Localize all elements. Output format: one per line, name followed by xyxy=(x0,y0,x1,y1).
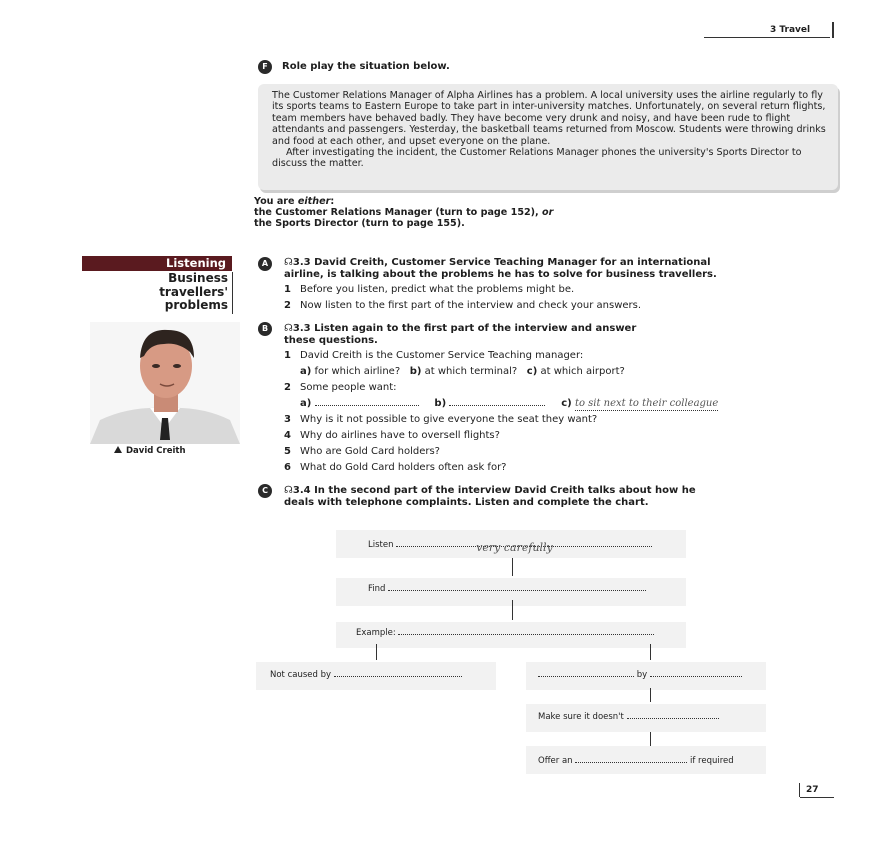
section-f-bullet: F xyxy=(258,60,272,74)
role-1: the Customer Relations Manager (turn to page 152), or xyxy=(254,207,554,218)
chart-make-sure: Make sure it doesn't xyxy=(538,712,719,722)
question-3: 3 Why is it not possible to give everyone the seat they want? xyxy=(284,414,598,425)
header-bar xyxy=(832,22,834,38)
section-a-heading-2: airline, is talking about the problems he has to solve for business travellers. xyxy=(284,269,717,280)
section-c-bullet: C xyxy=(258,484,272,498)
chart-listen-answer: very carefully xyxy=(476,541,553,554)
chart-listen: Listen very carefully xyxy=(368,540,652,550)
question-1-options: a) for which airline? b) at which terminal? c) at which airport? xyxy=(300,366,625,377)
question-6: 6 What do Gold Card holders often ask for? xyxy=(284,462,507,473)
situation-paragraph-2: After investigating the incident, the Customer Relations Manager phones the university's Sports Director to discuss the matter. xyxy=(272,147,802,170)
listening-tag: Listening xyxy=(82,256,232,271)
section-b-bullet: B xyxy=(258,322,272,336)
headphones-icon: ☊ xyxy=(284,323,293,334)
chart-offer: Offer an if required xyxy=(538,756,734,766)
chart-connector xyxy=(512,558,513,576)
question-1: 1 David Creith is the Customer Service Teaching manager: xyxy=(284,350,584,361)
chart-not-caused: Not caused by xyxy=(270,670,462,680)
role-2: the Sports Director (turn to page 155). xyxy=(254,218,465,229)
roles-intro: You are either: xyxy=(254,196,335,207)
page-number-rule xyxy=(800,797,834,798)
chart-connector xyxy=(650,732,651,746)
section-b-heading: ☊3.3 Listen again to the first part of the interview and answer xyxy=(284,323,637,334)
chart-connector xyxy=(650,688,651,702)
headphones-icon: ☊ xyxy=(284,257,293,268)
section-a-heading: ☊3.3 David Creith, Customer Service Teaching Manager for an international xyxy=(284,257,711,268)
question-2-options: a) b) c) to sit next to their colleague xyxy=(300,398,719,409)
headphones-icon: ☊ xyxy=(284,485,293,496)
sidebar-title: Business travellers' problems xyxy=(159,271,228,312)
section-a-bullet: A xyxy=(258,257,272,271)
question-2: 2 Some people want: xyxy=(284,382,397,393)
chapter-header: 3 Travel xyxy=(770,25,811,35)
question-5: 5 Who are Gold Card holders? xyxy=(284,446,440,457)
chart-connector xyxy=(512,600,513,620)
chart-connector xyxy=(376,644,377,660)
situation-box xyxy=(258,84,838,190)
chart-find: Find xyxy=(368,584,646,594)
answer-blank-b xyxy=(449,405,545,406)
chart-by: by xyxy=(538,670,742,680)
page-number-bar xyxy=(799,783,800,797)
page-number: 27 xyxy=(806,785,819,795)
chart-example: Example: xyxy=(356,628,654,638)
sidebar-rule xyxy=(232,272,233,314)
answer-c-handwritten: to sit next to their colleague xyxy=(574,398,719,409)
section-f-title: Role play the situation below. xyxy=(282,61,450,72)
chart-connector xyxy=(650,644,651,660)
situation-paragraph-1: The Customer Relations Manager of Alpha Airlines has a problem. A local university uses the airline regularly to fly its sports teams to Eastern Europe to take part in inter-university matches. Unfortunately, on several return flights, team members have behaved badly. They have become very drunk and noisy, and have been rude to flight attendants and passengers. Yesterday, the basketball teams returned from Moscow. Students were throwing drinks and food at each other, and upset everyone on the plane. xyxy=(272,90,826,147)
section-b-heading-2: these questions. xyxy=(284,335,378,346)
header-rule xyxy=(704,37,830,38)
photo-caption: David Creith xyxy=(126,446,186,456)
section-a-item-1: 1 Before you listen, predict what the problems might be. xyxy=(284,284,575,295)
answer-blank-a xyxy=(315,405,419,406)
section-c-heading: ☊3.4 In the second part of the interview David Creith talks about how he xyxy=(284,485,696,496)
david-creith-photo xyxy=(90,322,240,444)
section-a-item-2: 2 Now listen to the first part of the interview and check your answers. xyxy=(284,300,642,311)
caption-triangle-icon xyxy=(114,446,122,453)
question-4: 4 Why do airlines have to oversell flights? xyxy=(284,430,500,441)
section-c-heading-2: deals with telephone complaints. Listen and complete the chart. xyxy=(284,497,649,508)
